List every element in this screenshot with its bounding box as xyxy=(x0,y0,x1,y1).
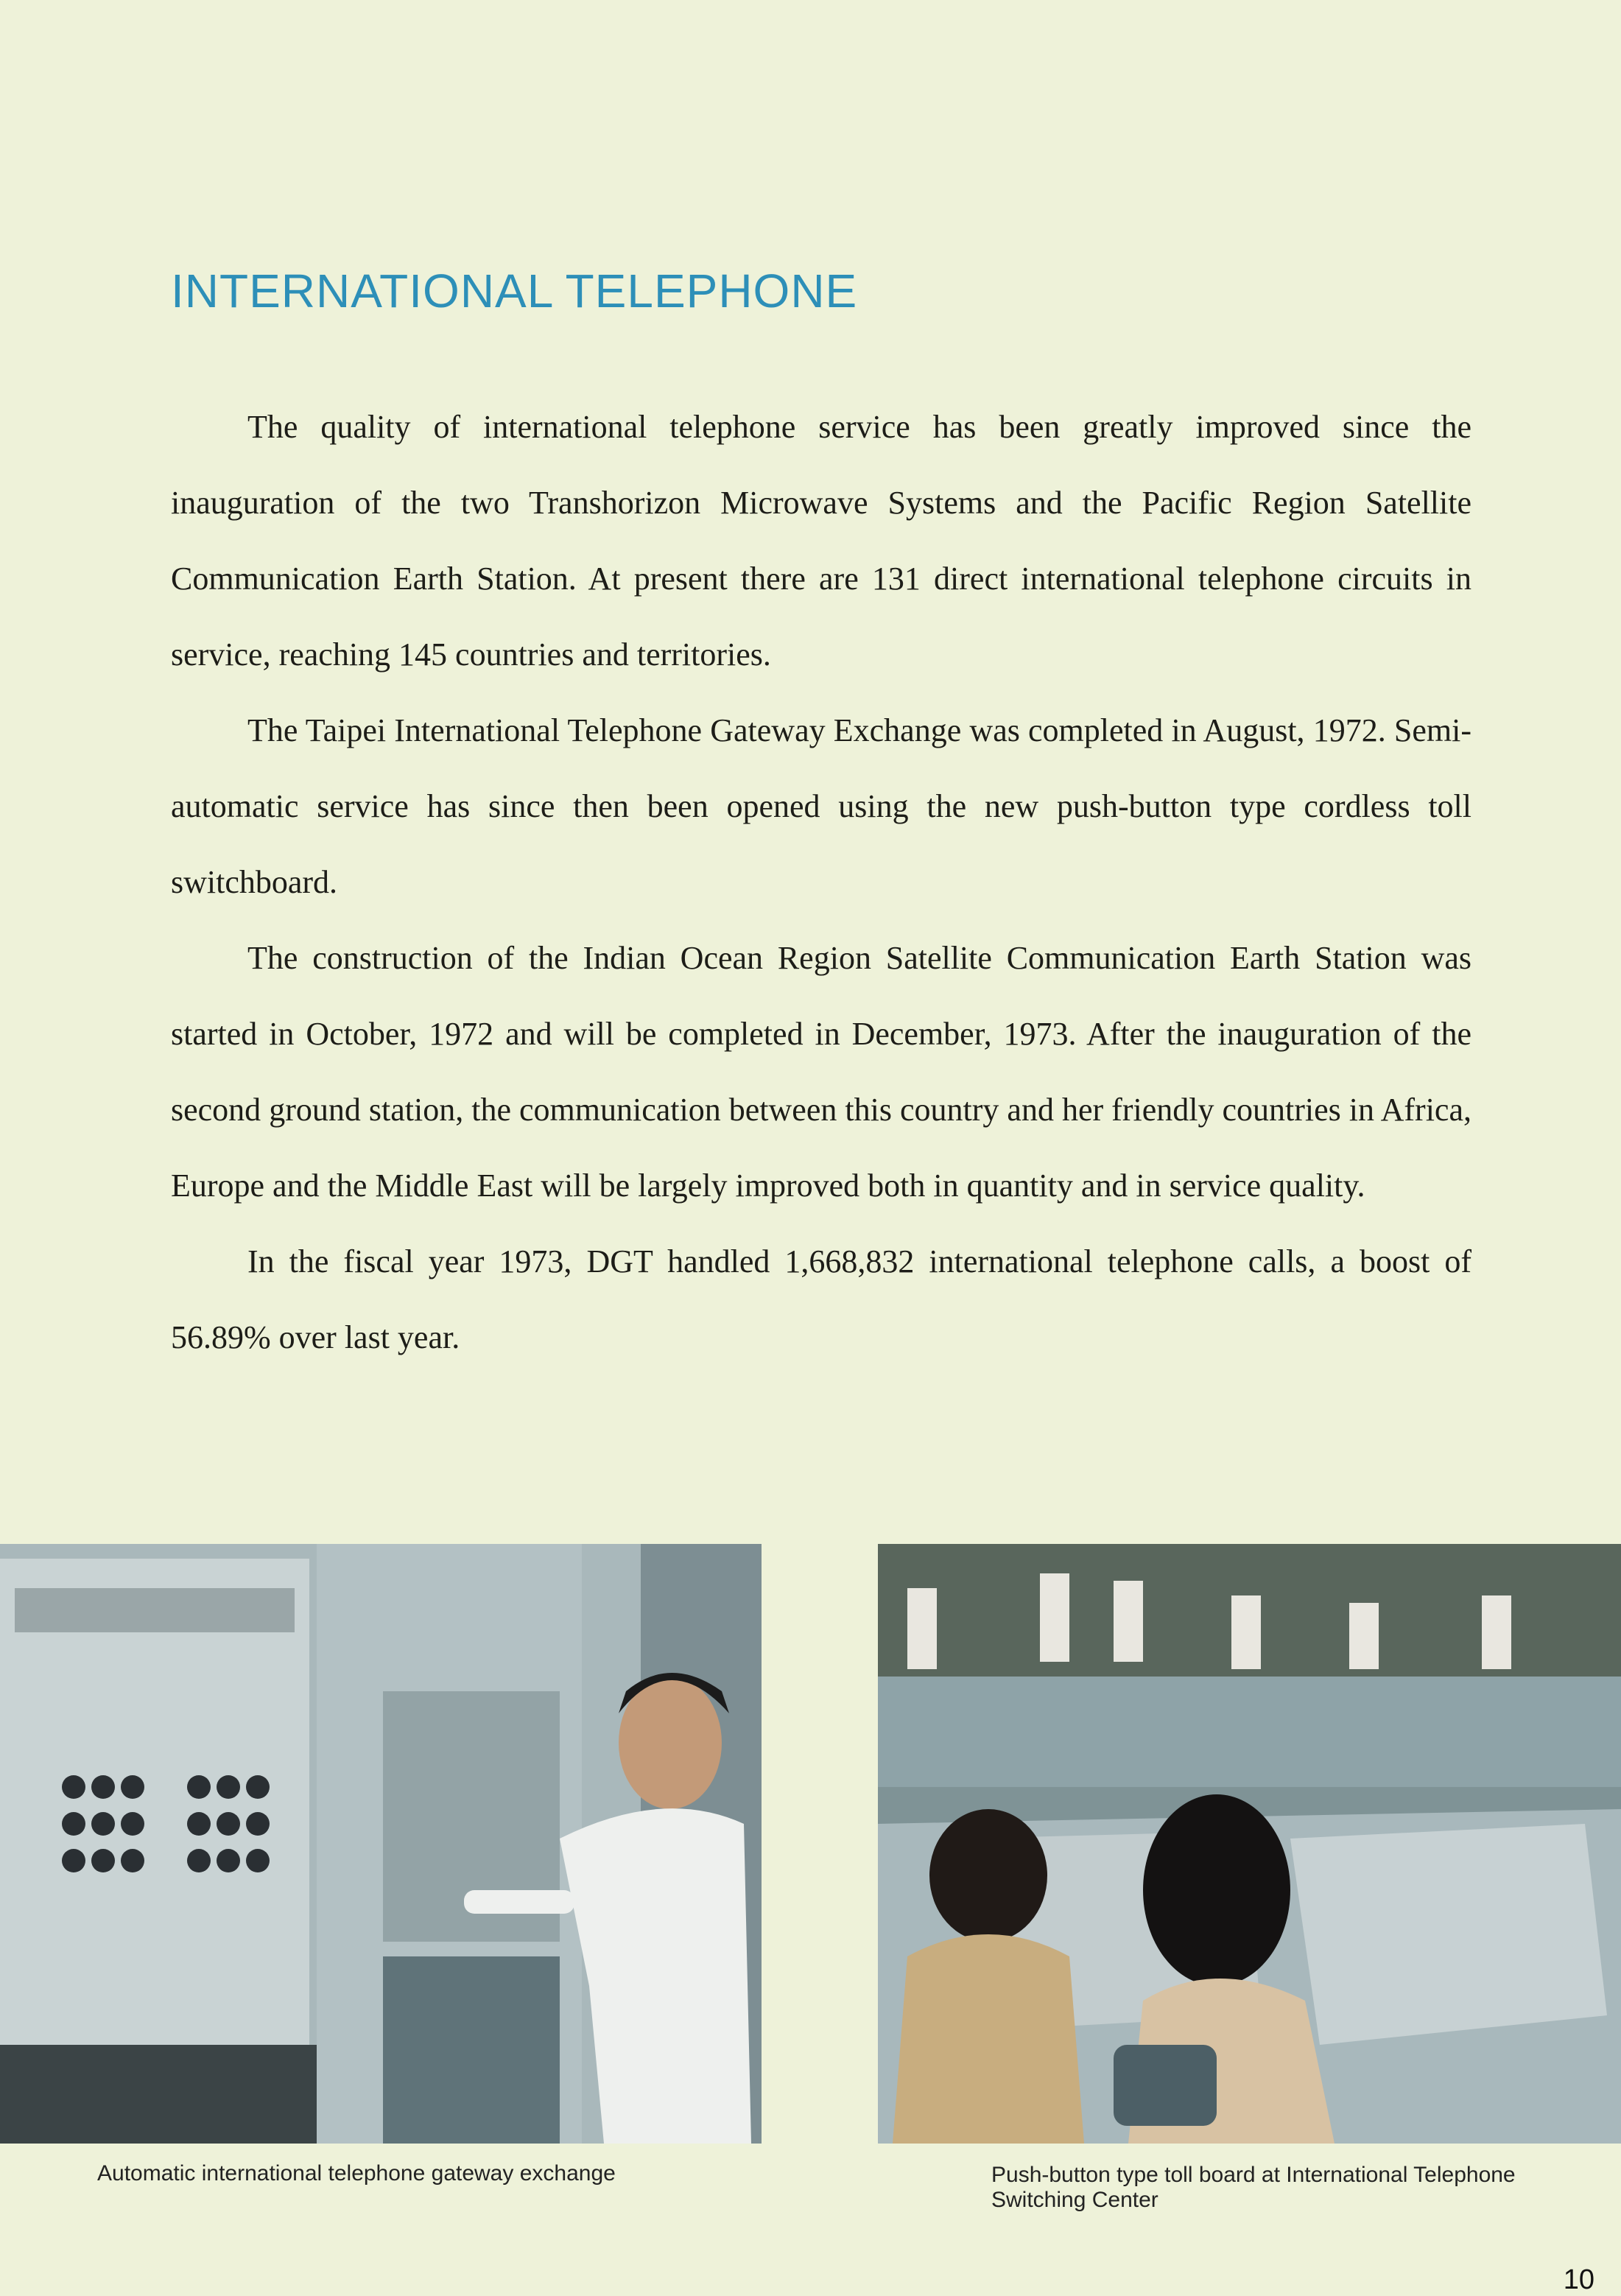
left-photo-caption: Automatic international telephone gateway exchange xyxy=(97,2161,616,2186)
toll-board-photo xyxy=(878,1544,1621,2144)
page-number: 10 xyxy=(1563,2264,1594,2295)
right-photo-caption-line-1: Push-button type toll board at International Telephone xyxy=(991,2163,1516,2187)
right-photo-caption-line-2: Switching Center xyxy=(991,2188,1158,2212)
page-title: INTERNATIONAL TELEPHONE xyxy=(171,264,858,317)
toll-board-illustration xyxy=(878,1544,1621,2144)
gateway-exchange-illustration xyxy=(0,1544,762,2144)
paragraph-2: The Taipei International Telephone Gateway Exchange was completed in August, 1972. Semi-automatic service has since then been opened using the new push-button type cordless toll switchboard. xyxy=(171,712,1471,900)
body-text xyxy=(171,389,1471,1375)
gateway-exchange-photo xyxy=(0,1544,762,2144)
paragraph-4: In the fiscal year 1973, DGT handled 1,668,832 international telephone calls, a boost of 56.89% over last year. xyxy=(171,1243,1471,1355)
right-photo-caption xyxy=(991,2163,1595,2213)
paragraph-3: The construction of the Indian Ocean Region Satellite Communication Earth Station was started in October, 1972 and will be completed in December, 1973. After the inauguration of the second ground station, the communication between this country and her friendly countries in Africa, Europe and the Middle East will be largely improved both in quantity and in service quality. xyxy=(171,940,1471,1204)
paragraph-1: The quality of international telephone service has been greatly improved since the inauguration of the two Transhorizon Microwave Systems and the Pacific Region Satellite Communication Earth Station. At present there are 131 direct international telephone circuits in service, reaching 145 countries and territories. xyxy=(171,409,1471,673)
